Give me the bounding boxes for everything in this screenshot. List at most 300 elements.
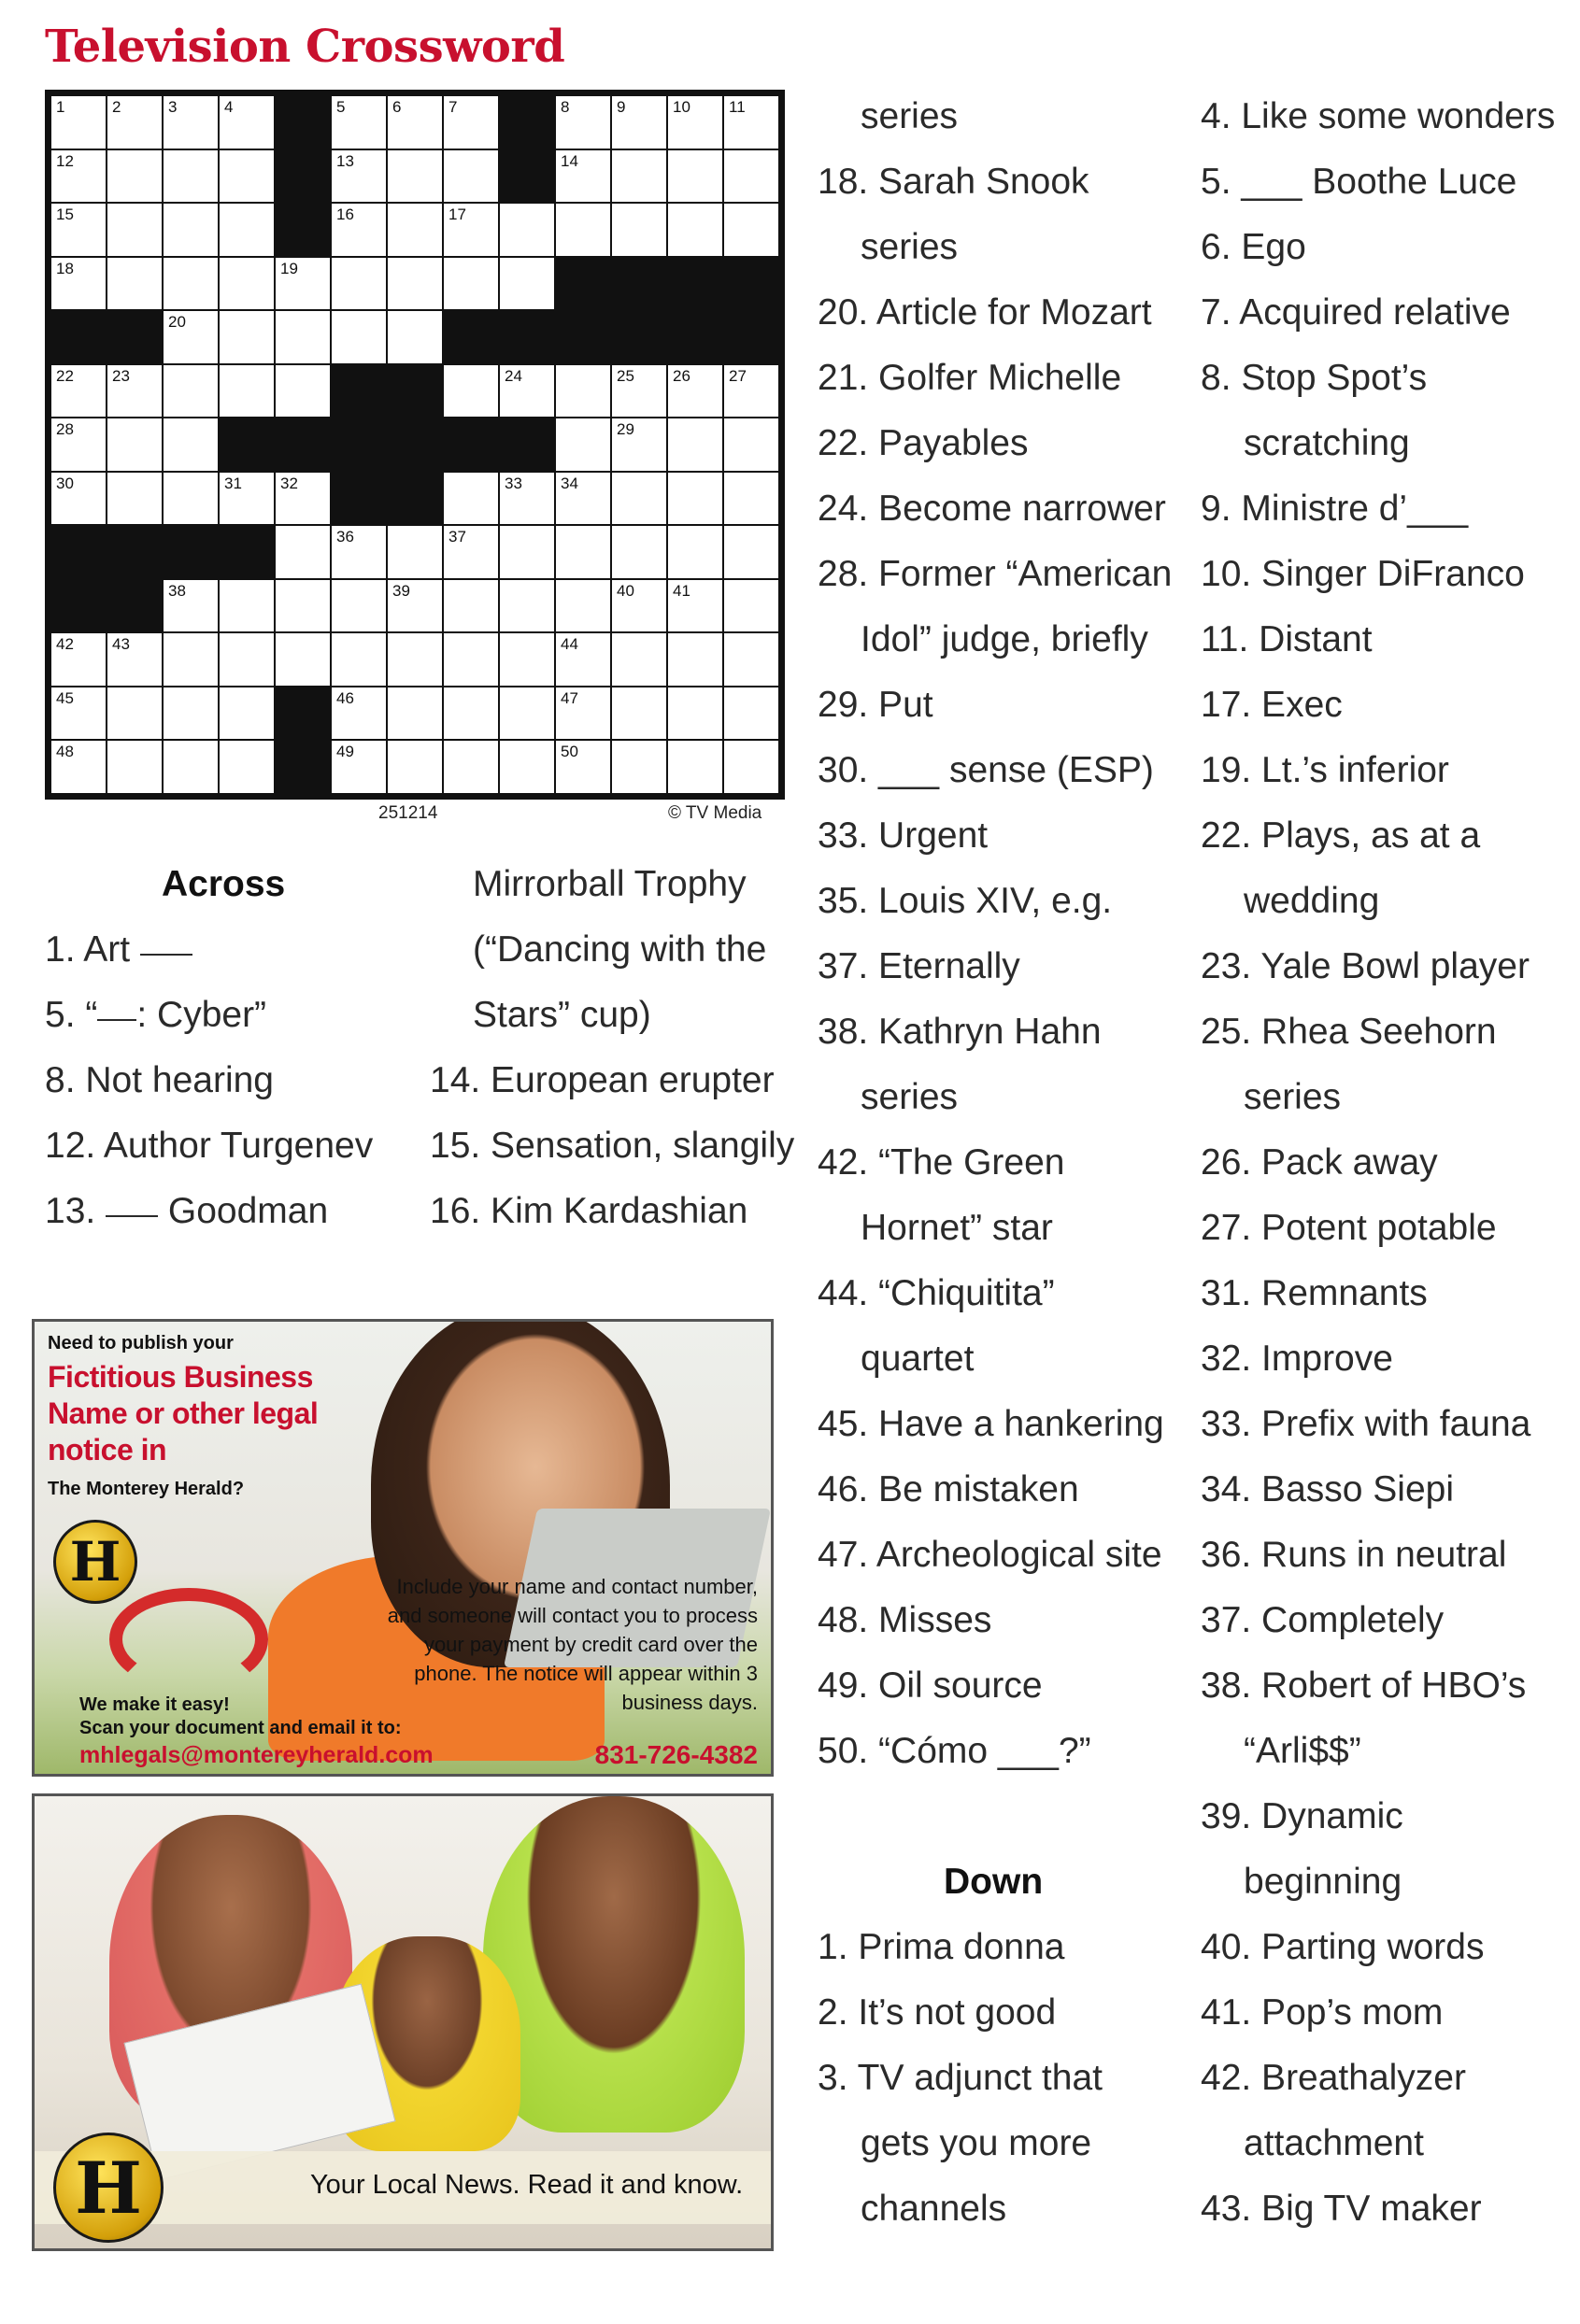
grid-cell-number: 26 (673, 366, 690, 385)
across-clue-continuation: series (861, 96, 959, 136)
grid-cell[interactable] (107, 687, 162, 740)
grid-cell[interactable] (556, 418, 610, 471)
crossword-grid[interactable] (45, 90, 785, 800)
grid-cell[interactable] (668, 633, 722, 686)
grid-cell[interactable] (724, 473, 778, 525)
grid-cell[interactable] (668, 473, 722, 525)
grid-cell[interactable] (51, 473, 106, 525)
grid-cell[interactable] (668, 150, 722, 203)
down-clue: 32. Improve (1201, 1339, 1393, 1379)
grid-cell[interactable] (444, 526, 498, 578)
grid-cell-number: 46 (336, 688, 354, 707)
grid-cell[interactable] (276, 311, 330, 363)
grid-block (612, 258, 666, 310)
down-clue: 27. Potent potable (1201, 1208, 1497, 1248)
answer-blank (140, 954, 192, 956)
grid-cell[interactable] (612, 526, 666, 578)
grid-cell[interactable] (668, 687, 722, 740)
across-clues-column-2 (430, 852, 804, 1244)
grid-cell-number: 12 (56, 151, 74, 170)
grid-cell-number: 23 (112, 366, 130, 385)
ad-body-text: Include your name and contact number, and someone will contact you to process your payment by credit card over the phone. The notice will appear within 3 business days. (387, 1575, 758, 1714)
grid-cell-number: 29 (617, 420, 634, 439)
grid-block (444, 311, 498, 363)
grid-cell[interactable] (556, 365, 610, 418)
grid-cell-number: 11 (729, 98, 746, 116)
down-clue-continuation: scratching (1244, 423, 1410, 463)
grid-cell[interactable] (724, 204, 778, 256)
grid-cell[interactable] (220, 311, 274, 363)
grid-cell-number: 31 (224, 474, 242, 492)
grid-cell[interactable] (332, 311, 386, 363)
grid-cell[interactable] (51, 418, 106, 471)
grid-cell[interactable] (388, 258, 442, 310)
grid-cell[interactable] (724, 526, 778, 578)
grid-cell[interactable] (220, 150, 274, 203)
grid-block (107, 526, 162, 578)
across-clue-continuation: series (861, 227, 959, 267)
grid-cell[interactable] (500, 580, 554, 632)
across-clue: 22. Payables (818, 423, 1029, 463)
grid-cell[interactable] (51, 741, 106, 793)
grid-cell-number: 37 (448, 528, 466, 546)
grid-cell[interactable] (444, 96, 498, 149)
grid-cell[interactable] (724, 150, 778, 203)
grid-cell[interactable] (724, 96, 778, 149)
grid-cell[interactable] (556, 204, 610, 256)
grid-block (556, 258, 610, 310)
down-clue: 10. Singer DiFranco (1201, 554, 1525, 594)
grid-cell-number: 30 (56, 474, 74, 492)
down-heading: Down (944, 1862, 1044, 1902)
down-clue: 23. Yale Bowl player (1201, 946, 1530, 986)
across-clue-continuation: Hornet” star (861, 1208, 1053, 1248)
grid-cell[interactable] (164, 96, 218, 149)
grid-cell[interactable] (612, 204, 666, 256)
across-clue-continuation: Mirrorball Trophy (473, 864, 747, 904)
grid-cell[interactable] (388, 741, 442, 793)
grid-cell[interactable] (556, 526, 610, 578)
grid-block (724, 311, 778, 363)
grid-block (668, 258, 722, 310)
grid-block (276, 150, 330, 203)
grid-cell[interactable] (500, 526, 554, 578)
across-clue: 14. European erupter (430, 1060, 775, 1100)
down-clue: 33. Prefix with fauna (1201, 1404, 1531, 1444)
grid-cell[interactable] (107, 96, 162, 149)
grid-block (612, 311, 666, 363)
down-clue-continuation: wedding (1244, 881, 1380, 921)
down-clue-continuation: gets you more (861, 2123, 1092, 2163)
grid-cell[interactable] (107, 150, 162, 203)
grid-cell[interactable] (332, 580, 386, 632)
headphones-icon (109, 1588, 268, 1691)
puzzle-credit: © TV Media (668, 803, 762, 823)
grid-cell-number: 16 (336, 205, 354, 224)
grid-cell[interactable] (220, 580, 274, 632)
grid-block (332, 473, 386, 525)
grid-cell[interactable] (220, 258, 274, 310)
grid-cell-number: 4 (224, 98, 234, 116)
answer-blank (106, 1215, 158, 1217)
across-clues-column-1 (45, 852, 428, 1244)
ad-instructions (79, 1693, 402, 1740)
grid-block (500, 96, 554, 149)
grid-cell[interactable] (164, 580, 218, 632)
grid-cell[interactable] (500, 473, 554, 525)
grid-block (107, 580, 162, 632)
local-news-ad[interactable] (32, 1793, 774, 2251)
grid-cell-number: 44 (561, 635, 578, 654)
clue-across-5: 5. “ : Cyber” (45, 995, 267, 1035)
ad-intro: Need to publish your (48, 1333, 234, 1353)
grid-cell[interactable] (724, 741, 778, 793)
across-clue: 18. Sarah Snook (818, 162, 1089, 202)
grid-cell[interactable] (724, 580, 778, 632)
grid-cell[interactable] (612, 365, 666, 418)
grid-block (276, 741, 330, 793)
grid-cell[interactable] (220, 741, 274, 793)
grid-cell[interactable] (164, 150, 218, 203)
grid-cell[interactable] (107, 204, 162, 256)
down-clue: 17. Exec (1201, 685, 1343, 725)
down-clue: 37. Completely (1201, 1600, 1445, 1640)
down-clue: 7. Acquired relative (1201, 292, 1511, 333)
grid-cell-number: 15 (56, 205, 74, 224)
grid-cell[interactable] (668, 365, 722, 418)
ad-tagline: Your Local News. Read it and know. (310, 2170, 744, 2200)
grid-cell[interactable] (444, 687, 498, 740)
grid-cell[interactable] (332, 96, 386, 149)
grid-block (276, 418, 330, 471)
grid-cell-number: 22 (56, 366, 74, 385)
across-heading: Across (162, 864, 286, 904)
grid-cell[interactable] (668, 96, 722, 149)
ad-easy-line: We make it easy! (79, 1694, 230, 1715)
grid-cell[interactable] (164, 204, 218, 256)
grid-cell[interactable] (612, 580, 666, 632)
grid-block (51, 580, 106, 632)
grid-cell[interactable] (51, 150, 106, 203)
legal-notice-ad[interactable] (32, 1319, 774, 1777)
clue-across-1: 1. Art (45, 917, 428, 983)
down-clue: 5. ___ Boothe Luce (1201, 162, 1517, 202)
grid-cell[interactable] (444, 150, 498, 203)
across-clue: 16. Kim Kardashian (430, 1191, 748, 1231)
grid-cell[interactable] (51, 365, 106, 418)
down-clue-continuation: series (1244, 1077, 1342, 1117)
down-clue: 1. Prima donna (818, 1927, 1065, 1967)
grid-cell-number: 17 (448, 205, 466, 224)
grid-cell-number: 3 (168, 98, 178, 116)
across-clue: 47. Archeological site (818, 1535, 1162, 1575)
grid-cell[interactable] (164, 633, 218, 686)
grid-block (332, 418, 386, 471)
grid-block (556, 311, 610, 363)
grid-cell[interactable] (388, 150, 442, 203)
grid-cell[interactable] (668, 526, 722, 578)
grid-cell-number: 1 (56, 98, 65, 116)
grid-cell-number: 20 (168, 313, 186, 332)
ad-scan-line: Scan your document and email it to: (79, 1718, 402, 1738)
grid-block (276, 687, 330, 740)
grid-cell[interactable] (164, 741, 218, 793)
grid-cell[interactable] (668, 741, 722, 793)
grid-cell-number: 18 (56, 259, 74, 277)
grid-block (500, 311, 554, 363)
across-clue: 37. Eternally (818, 946, 1020, 986)
grid-cell[interactable] (276, 473, 330, 525)
grid-cell[interactable] (276, 580, 330, 632)
grid-cell[interactable] (276, 365, 330, 418)
grid-cell[interactable] (444, 580, 498, 632)
grid-cell-number: 19 (280, 259, 298, 277)
grid-cell[interactable] (164, 418, 218, 471)
ad-headline: Fictitious Business Name or other legal notice in (48, 1360, 319, 1467)
down-clue: 3. TV adjunct that (818, 2058, 1103, 2098)
grid-cell-number: 41 (673, 581, 690, 600)
down-clue: 22. Plays, as at a (1201, 815, 1481, 856)
across-clue-continuation: Idol” judge, briefly (861, 619, 1148, 659)
grid-cell[interactable] (612, 473, 666, 525)
grid-cell[interactable] (612, 741, 666, 793)
grid-cell-number: 9 (617, 98, 626, 116)
down-clues-column-4 (1201, 84, 1574, 2242)
grid-cell[interactable] (51, 687, 106, 740)
grid-block (51, 526, 106, 578)
grid-cell-number: 47 (561, 688, 578, 707)
grid-cell[interactable] (332, 258, 386, 310)
grid-cell[interactable] (332, 741, 386, 793)
grid-cell[interactable] (612, 687, 666, 740)
grid-block (500, 150, 554, 203)
grid-cell-number: 7 (448, 98, 458, 116)
down-clue-continuation: attachment (1244, 2123, 1424, 2163)
grid-cell[interactable] (220, 96, 274, 149)
grid-cell[interactable] (220, 365, 274, 418)
across-clue: 24. Become narrower (818, 489, 1166, 529)
grid-cell[interactable] (668, 418, 722, 471)
grid-cell-number: 33 (505, 474, 522, 492)
grid-cell[interactable] (276, 633, 330, 686)
grid-block (51, 311, 106, 363)
across-clue: 28. Former “American (818, 554, 1173, 594)
across-clue: 50. “Cómo ___?” (818, 1731, 1091, 1771)
grid-cell-number: 5 (336, 98, 346, 116)
grid-cell[interactable] (164, 311, 218, 363)
grid-cell-number: 25 (617, 366, 634, 385)
grid-cell[interactable] (164, 365, 218, 418)
grid-block (220, 418, 274, 471)
grid-cell[interactable] (388, 687, 442, 740)
grid-cell[interactable] (276, 258, 330, 310)
grid-cell[interactable] (500, 687, 554, 740)
grid-cell-number: 10 (673, 98, 690, 116)
grid-cell[interactable] (332, 687, 386, 740)
grid-cell[interactable] (388, 311, 442, 363)
grid-cell[interactable] (107, 473, 162, 525)
down-clue: 42. Breathalyzer (1201, 2058, 1466, 2098)
across-clue: 38. Kathryn Hahn (818, 1012, 1102, 1052)
grid-block (164, 526, 218, 578)
down-clue: 19. Lt.’s inferior (1201, 750, 1449, 790)
across-clue: 46. Be mistaken (818, 1469, 1079, 1509)
grid-cell[interactable] (500, 365, 554, 418)
grid-cell[interactable] (388, 633, 442, 686)
across-clue: 33. Urgent (818, 815, 989, 856)
across-clue: 30. ___ sense (ESP) (818, 750, 1154, 790)
grid-cell[interactable] (388, 580, 442, 632)
grid-cell[interactable] (444, 258, 498, 310)
grid-cell[interactable] (107, 365, 162, 418)
grid-cell-number: 34 (561, 474, 578, 492)
grid-cell[interactable] (556, 687, 610, 740)
grid-cell[interactable] (612, 418, 666, 471)
grid-cell[interactable] (668, 580, 722, 632)
across-clue: 49. Oil source (818, 1665, 1043, 1706)
grid-cell[interactable] (612, 150, 666, 203)
grid-block (220, 526, 274, 578)
grid-cell-number: 48 (56, 743, 74, 761)
grid-cell[interactable] (556, 473, 610, 525)
down-clue-continuation: beginning (1244, 1862, 1402, 1902)
down-clue-continuation: “Arli$$” (1244, 1731, 1361, 1771)
grid-cell-number: 43 (112, 635, 130, 654)
grid-block (332, 365, 386, 418)
grid-cell-number: 40 (617, 581, 634, 600)
grid-cell[interactable] (668, 204, 722, 256)
grid-cell[interactable] (444, 204, 498, 256)
down-clue: 9. Ministre d’___ (1201, 489, 1469, 529)
grid-cell[interactable] (220, 204, 274, 256)
grid-cell[interactable] (164, 687, 218, 740)
grid-cell[interactable] (612, 96, 666, 149)
grid-cell[interactable] (500, 204, 554, 256)
across-clue: 15. Sensation, slangily (430, 1126, 795, 1166)
grid-cell[interactable] (51, 633, 106, 686)
spacer (818, 1784, 1191, 1849)
grid-cell[interactable] (51, 258, 106, 310)
grid-block (444, 418, 498, 471)
grid-block (276, 204, 330, 256)
grid-cell[interactable] (332, 204, 386, 256)
grid-cell[interactable] (724, 418, 778, 471)
grid-cell[interactable] (444, 473, 498, 525)
grid-cell[interactable] (220, 473, 274, 525)
grid-cell[interactable] (444, 633, 498, 686)
clues-column-3 (818, 84, 1191, 2242)
across-clue: 35. Louis XIV, e.g. (818, 881, 1113, 921)
grid-cell[interactable] (388, 204, 442, 256)
grid-block (668, 311, 722, 363)
grid-cell-number: 13 (336, 151, 354, 170)
down-clue: 26. Pack away (1201, 1142, 1438, 1183)
down-clue: 25. Rhea Seehorn (1201, 1012, 1497, 1052)
clue-across-8: 8. Not hearing (45, 1060, 274, 1100)
ad-email-link[interactable]: mhlegals@montereyherald.com (79, 1742, 434, 1768)
down-clue: 41. Pop’s mom (1201, 1992, 1444, 2033)
grid-cell[interactable] (107, 258, 162, 310)
down-clue: 43. Big TV maker (1201, 2189, 1482, 2229)
grid-cell-number: 42 (56, 635, 74, 654)
grid-cell[interactable] (444, 365, 498, 418)
grid-cell[interactable] (500, 741, 554, 793)
grid-cell[interactable] (556, 633, 610, 686)
grid-cell[interactable] (388, 526, 442, 578)
down-clue: 11. Distant (1201, 619, 1373, 659)
grid-cell[interactable] (724, 633, 778, 686)
grid-cell[interactable] (388, 96, 442, 149)
down-clue: 34. Basso Siepi (1201, 1469, 1455, 1509)
grid-cell[interactable] (500, 633, 554, 686)
grid-cell[interactable] (332, 526, 386, 578)
herald-logo-icon: H (53, 1520, 137, 1604)
grid-block (276, 96, 330, 149)
grid-cell-number: 8 (561, 98, 570, 116)
grid-cell[interactable] (500, 258, 554, 310)
grid-cell[interactable] (444, 741, 498, 793)
grid-cell-number: 24 (505, 366, 522, 385)
across-clue: 29. Put (818, 685, 933, 725)
grid-cell-number: 27 (729, 366, 747, 385)
ad-phone-number[interactable]: 831-726-4382 (594, 1740, 758, 1769)
down-clue: 31. Remnants (1201, 1273, 1428, 1313)
grid-cell[interactable] (51, 96, 106, 149)
grid-block (388, 418, 442, 471)
grid-cell[interactable] (332, 633, 386, 686)
grid-cell[interactable] (164, 258, 218, 310)
down-clue: 2. It’s not good (818, 1992, 1057, 2033)
grid-cell[interactable] (220, 687, 274, 740)
grid-cell[interactable] (556, 580, 610, 632)
grid-cell-number: 32 (280, 474, 298, 492)
across-clue: 20. Article for Mozart (818, 292, 1152, 333)
grid-cell[interactable] (107, 633, 162, 686)
grid-cell[interactable] (107, 418, 162, 471)
grid-block (500, 418, 554, 471)
grid-cell[interactable] (556, 96, 610, 149)
grid-cell[interactable] (556, 150, 610, 203)
across-clue-continuation: Stars” cup) (473, 995, 651, 1035)
grid-cell-number: 6 (392, 98, 402, 116)
grid-cell[interactable] (332, 150, 386, 203)
grid-cell[interactable] (724, 365, 778, 418)
grid-cell-number: 39 (392, 581, 410, 600)
across-clue-continuation: (“Dancing with the (473, 929, 767, 970)
grid-cell-number: 2 (112, 98, 121, 116)
grid-cell[interactable] (107, 741, 162, 793)
across-clue: 21. Golfer Michelle (818, 358, 1122, 398)
across-clue: 48. Misses (818, 1600, 992, 1640)
grid-block (388, 365, 442, 418)
down-clue: 38. Robert of HBO’s (1201, 1665, 1527, 1706)
grid-cell[interactable] (220, 633, 274, 686)
across-clue-continuation: quartet (861, 1339, 975, 1379)
clue-across-12: 12. Author Turgenev (45, 1126, 374, 1166)
down-clue: 39. Dynamic (1201, 1796, 1403, 1836)
grid-cell[interactable] (164, 473, 218, 525)
grid-cell[interactable] (51, 204, 106, 256)
grid-cell-number: 45 (56, 688, 74, 707)
down-clue: 4. Like some wonders (1201, 96, 1556, 136)
grid-block (107, 311, 162, 363)
grid-cell[interactable] (276, 526, 330, 578)
grid-cell-number: 49 (336, 743, 354, 761)
grid-cell[interactable] (724, 687, 778, 740)
grid-cell[interactable] (612, 633, 666, 686)
grid-cell[interactable] (556, 741, 610, 793)
answer-blank (97, 1019, 136, 1021)
